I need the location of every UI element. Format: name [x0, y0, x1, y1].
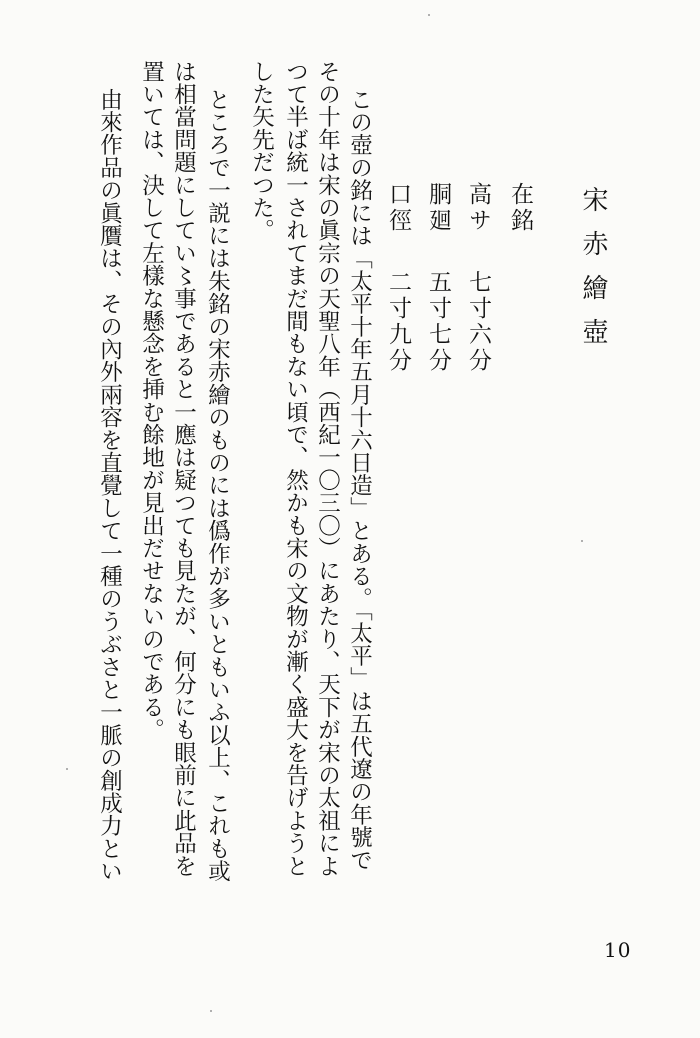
- spec-mouth-diameter: [386, 182, 409, 374]
- body-line: 置いては、決して左樣な懸念を挿む餘地が見出だせないのである。: [138, 60, 165, 741]
- paper-speck: [428, 14, 430, 16]
- body-line: した矢先だつた。: [248, 60, 275, 242]
- article-title: 宋赤繪壺: [578, 186, 608, 362]
- spec-label: 在銘: [507, 182, 533, 234]
- paper-speck: [210, 1010, 212, 1012]
- spec-inscription: [508, 182, 531, 234]
- spec-label: 胴廻: [425, 182, 451, 234]
- spec-label: 口徑: [385, 182, 411, 234]
- body-line: この壺の銘には「太平十年五月十六日造」とある。「太平」は五代遼の年號で: [346, 88, 373, 872]
- body-line: は相當問題にしてい〻事であると一應は疑つても見たが、何分にも眼前に此品を: [170, 60, 197, 878]
- spec-height: [466, 182, 489, 374]
- spec-value: 二寸九分: [385, 270, 411, 374]
- page-number: 10: [604, 938, 632, 962]
- body-line: その十年は宋の眞宗の天聖八年（西紀一〇三〇）にあたり、天下が宋の太祖によ: [314, 60, 341, 878]
- spec-value: 五寸七分: [425, 270, 451, 374]
- spec-girth: [426, 182, 449, 374]
- spec-label: 高サ: [465, 182, 491, 234]
- spec-value: 七寸六分: [465, 270, 491, 374]
- paper-speck: [66, 768, 68, 770]
- paper-speck: [581, 540, 583, 542]
- body-line: つて半ば統一されてまだ間もない頃で、然かも宋の文物が漸く盛大を告げようと: [282, 60, 309, 878]
- body-line: 由來作品の眞贋は、その內外兩容を直覺して一種のうぶさと一脈の創成力とい: [96, 88, 123, 883]
- body-line: ところで一説には朱銘の宋赤繪のものには僞作が多いともいふ以上、これも或: [204, 88, 231, 883]
